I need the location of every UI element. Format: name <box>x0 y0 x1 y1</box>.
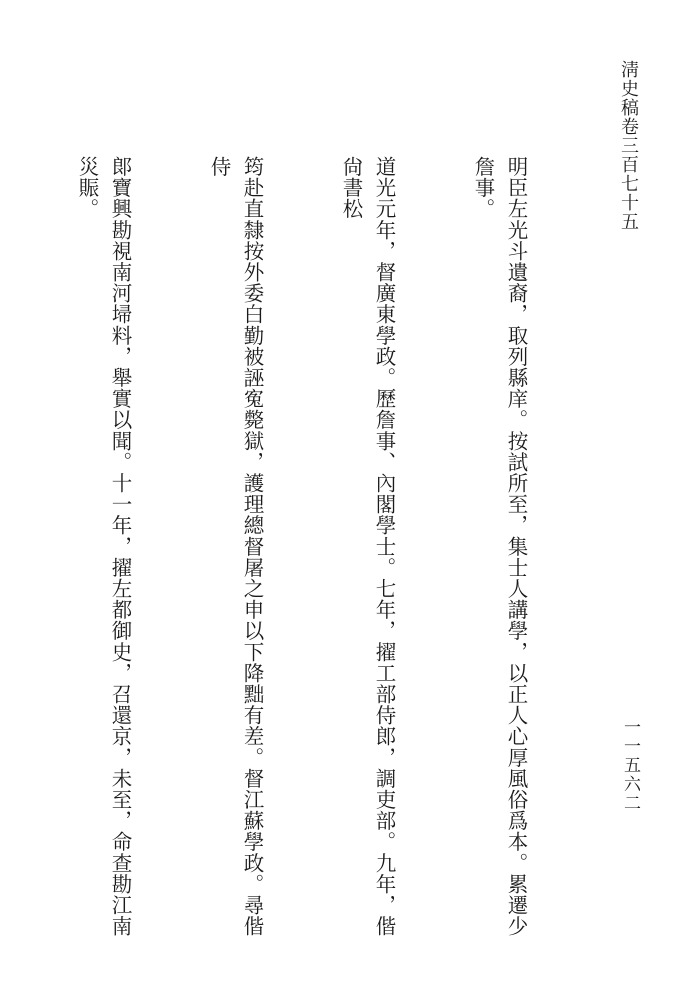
page-number: 一一五六二 <box>620 718 640 813</box>
running-title: 淸史稿卷三百七十五 <box>618 60 639 231</box>
body-text <box>75 156 598 946</box>
text-column <box>0 156 4 946</box>
text-column: 郞寶興勘視南河埽料，舉實以聞。十一年，擢左都御史，召還京，未至，命查勘江南災賑。 <box>75 156 132 937</box>
text-column: 道光元年，督廣東學政。歷詹事、內閣學士。七年，擢工部侍郎，調吏部。九年，偕尙書松 <box>339 156 396 937</box>
text-column: 筠赴直隸按外委白勤被誣寃斃獄，護理總督屠之申以下降黜有差。督江蘇學政。尋偕侍 <box>207 156 264 937</box>
text-column: 明臣左光斗遺裔，取列縣庠。按試所至，集士人講學，以正人心厚風俗爲本。累遷少詹事。 <box>471 156 528 937</box>
